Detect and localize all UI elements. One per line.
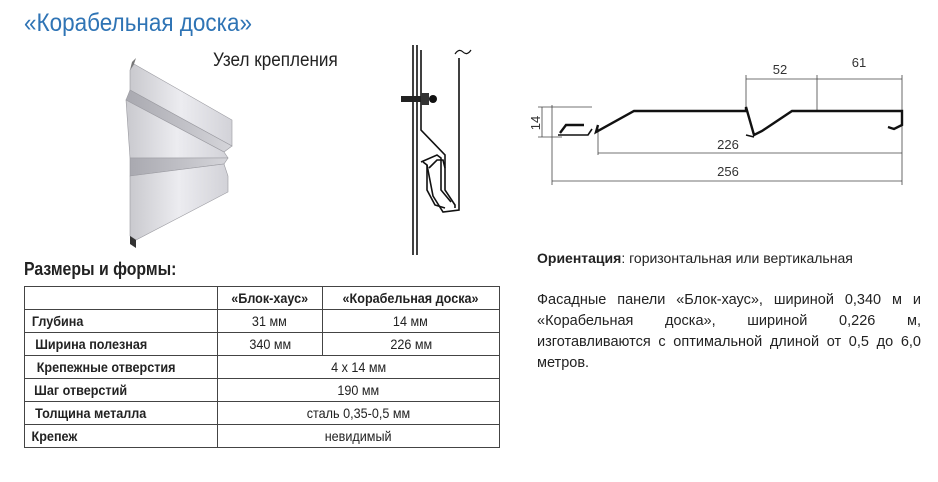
profile-diagram <box>528 55 912 190</box>
table-row <box>25 310 500 333</box>
row-label: Крепежные отверстия <box>25 356 218 379</box>
orientation-value: : горизонтальная или вертикальная <box>621 250 853 266</box>
cell-merged: сталь 0,35-0,5 мм <box>218 402 500 425</box>
cell-block-house: 31 мм <box>218 310 323 333</box>
cell-merged: невидимый <box>218 425 500 448</box>
row-label: Крепеж <box>25 425 218 448</box>
row-label: Ширина полезная <box>25 333 218 356</box>
cell-ship-board: 226 мм <box>322 333 499 356</box>
row-label: Глубина <box>25 310 218 333</box>
header-block-house: «Блок-хаус» <box>218 287 323 310</box>
dim-step-width: 52 <box>772 62 788 77</box>
table-row <box>25 425 500 448</box>
header-ship-board: «Корабельная доска» <box>322 287 499 310</box>
row-label: Толщина металла <box>25 402 218 425</box>
table-row <box>25 402 500 425</box>
table-row <box>25 333 500 356</box>
row-label: Шаг отверстий <box>25 379 218 402</box>
dimensions-heading: Размеры и формы: <box>24 259 177 279</box>
table-row <box>25 356 500 379</box>
cell-block-house: 340 мм <box>218 333 323 356</box>
mount-diagram <box>393 40 483 265</box>
specs-table <box>24 286 500 448</box>
orientation-line <box>537 250 853 266</box>
mount-label: Узел крепления <box>213 50 338 71</box>
table-header-row <box>25 287 500 310</box>
dim-height: 14 <box>528 115 543 131</box>
cell-merged: 4 х 14 мм <box>218 356 500 379</box>
description-text: Фасадные панели «Блок-хаус», шириной 0,340 м и «Корабельная доска», шириной 0,226 м, изготавливаются с оптимальной длиной от 0,5 до 6,0 метров. <box>537 292 921 371</box>
cell-ship-board: 14 мм <box>322 310 499 333</box>
dim-useful-width: 226 <box>717 137 739 152</box>
cell-merged: 190 мм <box>218 379 500 402</box>
dim-total-width: 256 <box>717 164 739 179</box>
table-row <box>25 379 500 402</box>
orientation-label: Ориентация <box>537 250 622 266</box>
page-title: «Корабельная доска» <box>24 9 253 37</box>
panel-image <box>120 50 250 250</box>
dim-top-width: 61 <box>851 55 867 70</box>
header-empty <box>25 287 218 310</box>
